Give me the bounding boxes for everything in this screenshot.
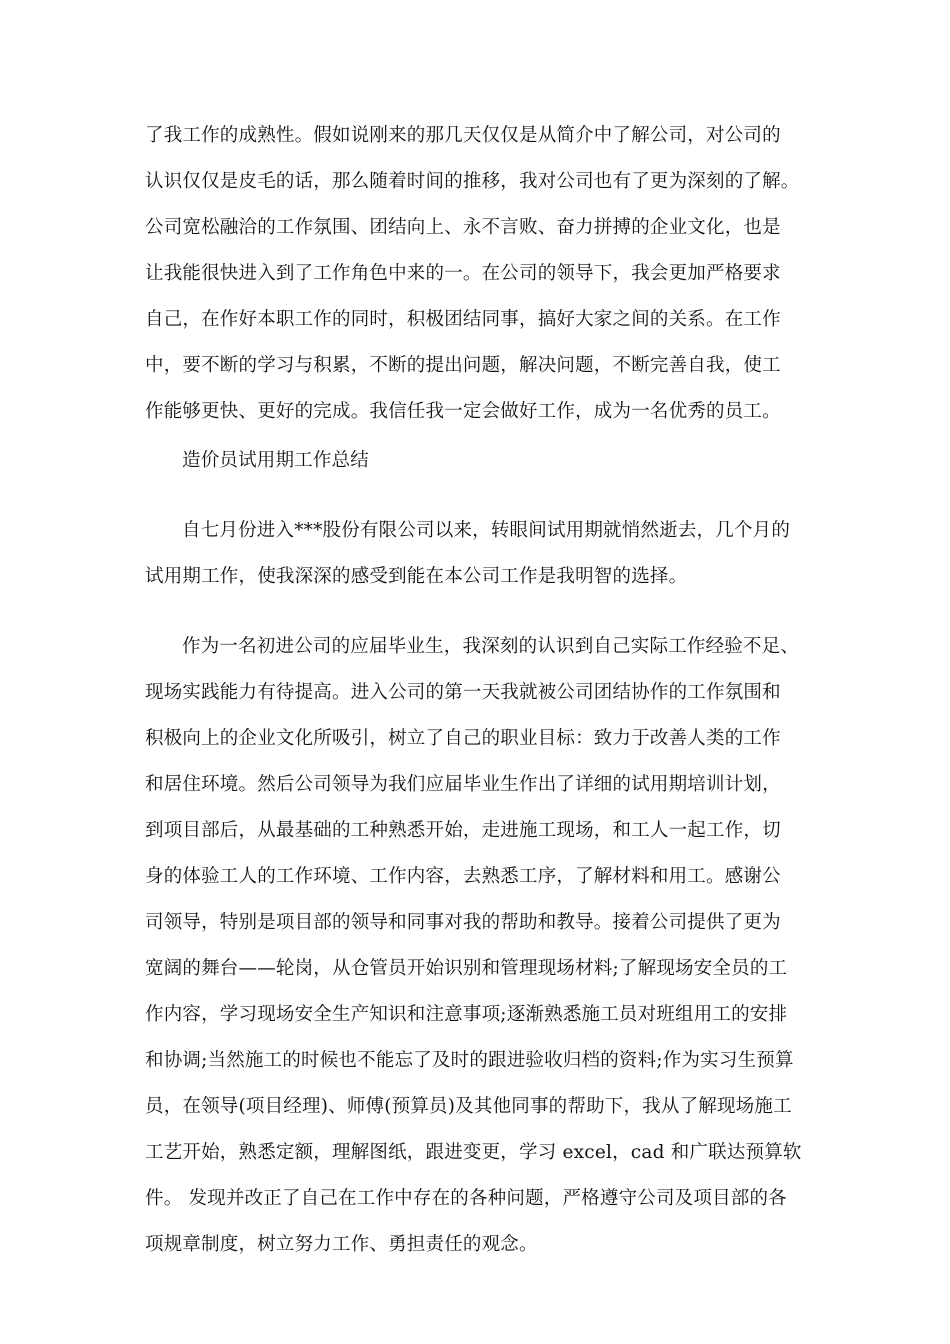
paragraph-line: 到项目部后，从最基础的工种熟悉开始，走进施工现场，和工人一起工作，切 xyxy=(145,820,781,841)
paragraph-line: 试用期工作，使我深深的感受到能在本公司工作是我明智的选择。 xyxy=(145,566,688,587)
paragraph-line: 作内容，学习现场安全生产知识和注意事项;逐渐熟悉施工员对班组用工的安排 xyxy=(145,1004,788,1025)
paragraph-line: 司领导，特别是项目部的领导和同事对我的帮助和教导。接着公司提供了更为 xyxy=(145,912,781,933)
paragraph-line: 件。 发现并改正了自己在工作中存在的各种问题，严格遵守公司及项目部的各 xyxy=(145,1188,787,1209)
paragraph-line: 员，在领导(项目经理)、师傅(预算员)及其他同事的帮助下，我从了解现场施工 xyxy=(145,1096,792,1117)
paragraph-line: 宽阔的舞台——轮岗，从仓管员开始识别和管理现场材料;了解现场安全员的工 xyxy=(145,958,788,979)
paragraph-line: 自己，在作好本职工作的同时，积极团结同事，搞好大家之间的关系。在工作 xyxy=(145,309,781,330)
heading-text: 造价员试用期工作总结 xyxy=(182,450,370,471)
paragraph-line: 认识仅仅是皮毛的话，那么随着时间的推移，我对公司也有了更为深刻的了解。 xyxy=(145,171,800,192)
paragraph-line: 中，要不断的学习与积累，不断的提出问题，解决问题，不断完善自我，使工 xyxy=(145,355,781,376)
paragraph-line: 和居住环境。然后公司领导为我们应届毕业生作出了详细的试用期培训计划， xyxy=(145,774,781,795)
paragraph-line: 和协调;当然施工的时候也不能忘了及时的跟进验收归档的资料;作为实习生预算 xyxy=(145,1050,794,1071)
paragraph-2 xyxy=(145,508,810,600)
paragraph-1 xyxy=(145,113,810,435)
paragraph-line: 让我能很快进入到了工作角色中来的一。在公司的领导下，我会更加严格要求 xyxy=(145,263,781,284)
paragraph-line: 现场实践能力有待提高。进入公司的第一天我就被公司团结协作的工作氛围和 xyxy=(145,682,781,703)
paragraph-line: 作能够更快、更好的完成。我信任我一定会做好工作，成为一名优秀的员工。 xyxy=(145,401,781,422)
paragraph-line: 了我工作的成熟性。假如说刚来的那几天仅仅是从简介中了解公司，对公司的 xyxy=(145,125,781,146)
section-heading xyxy=(145,438,810,484)
paragraph-line: 项规章制度，树立努力工作、勇担责任的观念。 xyxy=(145,1234,538,1255)
paragraph-3 xyxy=(145,624,810,1268)
paragraph-line: 身的体验工人的工作环境、工作内容，去熟悉工序，了解材料和用工。感谢公 xyxy=(145,866,781,887)
paragraph-line: 作为一名初进公司的应届毕业生，我深刻的认识到自己实际工作经验不足、 xyxy=(182,636,800,657)
paragraph-line: 工艺开始，熟悉定额，理解图纸，跟进变更，学习 excel，cad 和广联达预算软 xyxy=(145,1142,802,1163)
paragraph-line: 公司宽松融洽的工作氛围、团结向上、永不言败、奋力拼搏的企业文化，也是 xyxy=(145,217,781,238)
paragraph-line: 积极向上的企业文化所吸引，树立了自己的职业目标：致力于改善人类的工作 xyxy=(145,728,781,749)
paragraph-line: 自七月份进入***股份有限公司以来，转眼间试用期就悄然逝去，几个月的 xyxy=(182,520,791,541)
